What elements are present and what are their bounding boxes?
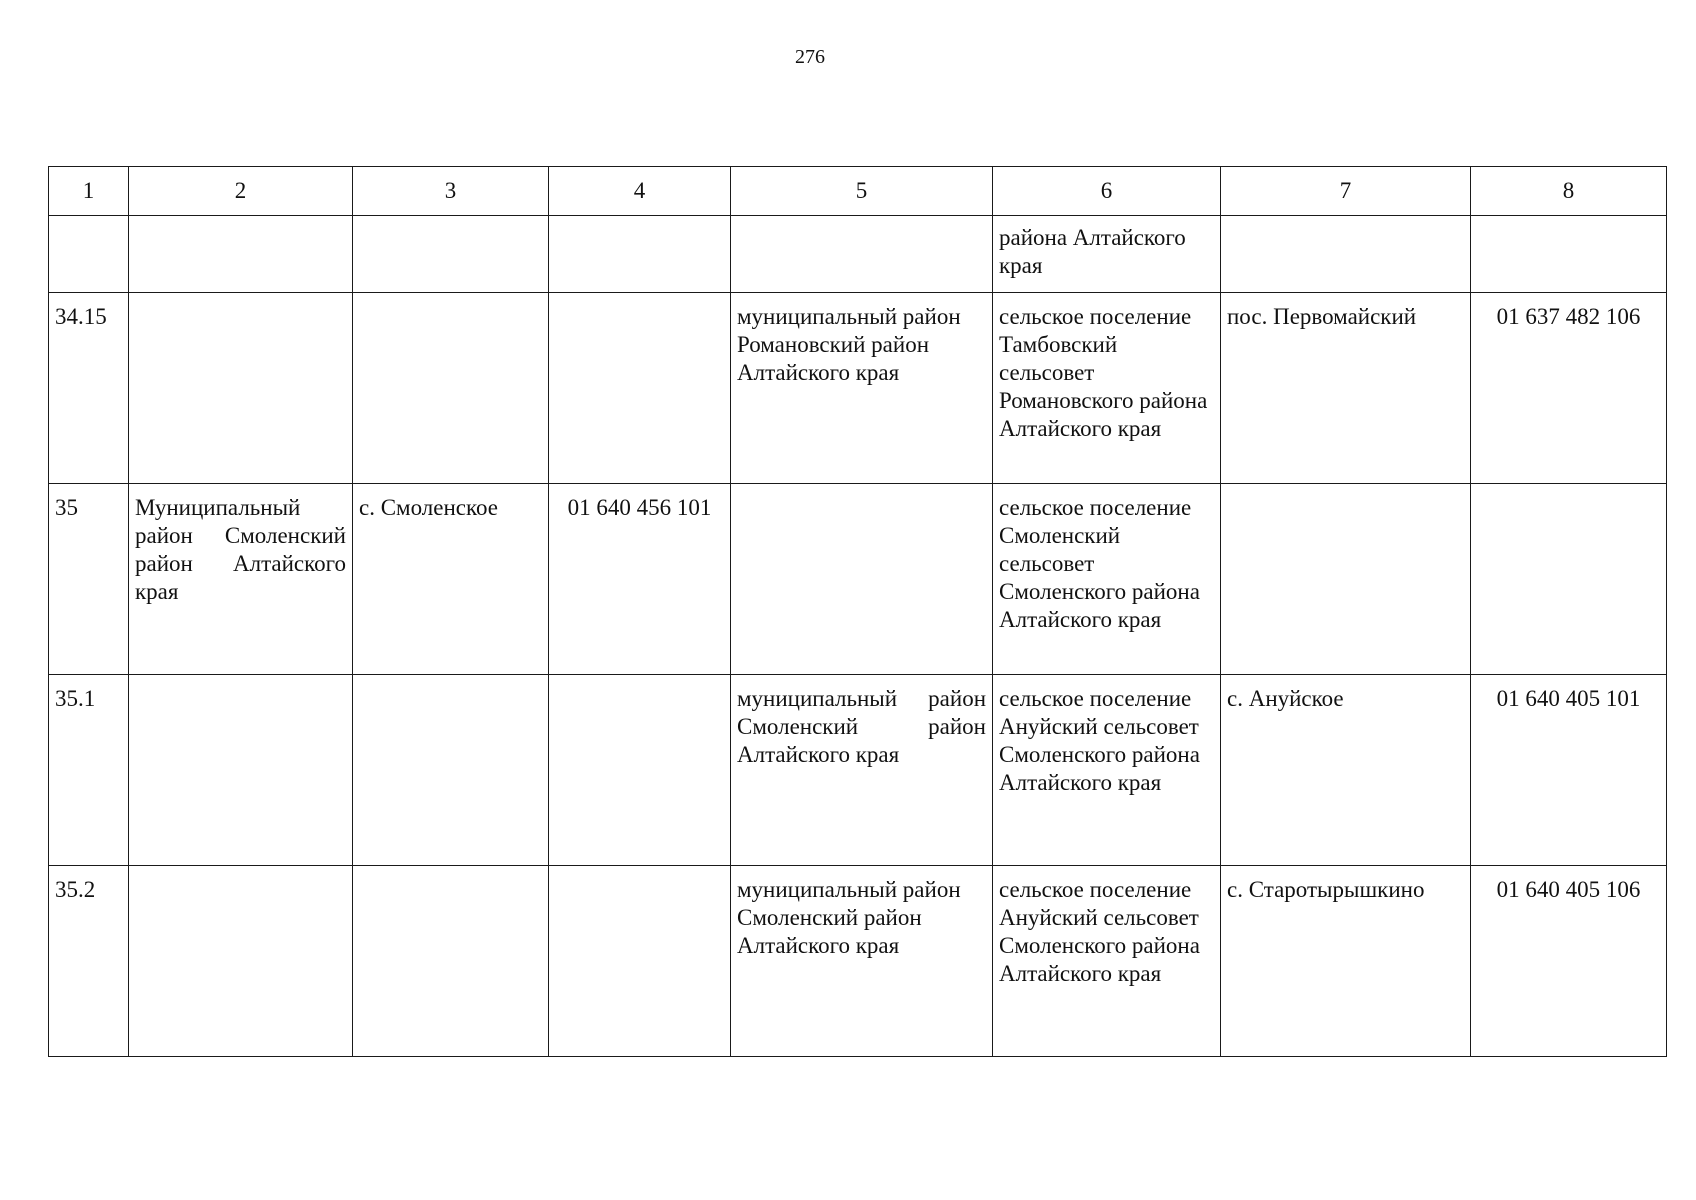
center-oktmo-cell: 01 640 456 101 <box>549 484 731 675</box>
municipal-district-cell <box>129 675 353 866</box>
settlement-cell: района Алтайского края <box>993 216 1221 293</box>
table-header-row <box>49 167 1667 216</box>
admin-center-cell <box>353 293 549 484</box>
column-header-5: 5 <box>731 167 993 216</box>
district-name-cell: муниципальный район Смоленский район Алтайского края <box>731 866 993 1057</box>
table-row <box>49 293 1667 484</box>
settlement-cell: сельское поселение Ануйский сельсовет Смоленского района Алтайского края <box>993 866 1221 1057</box>
center-oktmo-cell <box>549 675 731 866</box>
district-name-cell <box>731 216 993 293</box>
admin-center-cell <box>353 675 549 866</box>
admin-center-cell <box>353 216 549 293</box>
locality-cell <box>1221 484 1471 675</box>
locality-cell: пос. Первомайский <box>1221 293 1471 484</box>
settlement-cell: сельское поселение Смоленский сельсовет Смоленского района Алтайского края <box>993 484 1221 675</box>
district-name-cell: муниципальный район Смоленский район Алтайского края <box>731 675 993 866</box>
locality-cell: с. Ануйское <box>1221 675 1471 866</box>
table-row <box>49 675 1667 866</box>
table-row <box>49 216 1667 293</box>
municipal-district-cell: Муниципальный район Смоленский район Алтайского края <box>129 484 353 675</box>
column-header-8: 8 <box>1471 167 1667 216</box>
municipal-district-cell <box>129 216 353 293</box>
row-number-cell <box>49 216 129 293</box>
oktmo-cell: 01 637 482 106 <box>1471 293 1667 484</box>
row-number-cell: 35 <box>49 484 129 675</box>
center-oktmo-cell <box>549 866 731 1057</box>
district-name-cell <box>731 484 993 675</box>
row-number-cell: 35.2 <box>49 866 129 1057</box>
column-header-2: 2 <box>129 167 353 216</box>
table-row <box>49 866 1667 1057</box>
municipal-district-cell <box>129 866 353 1057</box>
locality-cell <box>1221 216 1471 293</box>
admin-center-cell <box>353 866 549 1057</box>
settlement-cell: сельское поселение Тамбовский сельсовет Романовского района Алтайского края <box>993 293 1221 484</box>
settlements-table <box>48 166 1667 1057</box>
center-oktmo-cell <box>549 293 731 484</box>
oktmo-cell <box>1471 216 1667 293</box>
municipal-district-cell <box>129 293 353 484</box>
table-row <box>49 484 1667 675</box>
admin-center-cell: с. Смоленское <box>353 484 549 675</box>
column-header-3: 3 <box>353 167 549 216</box>
column-header-1: 1 <box>49 167 129 216</box>
column-header-7: 7 <box>1221 167 1471 216</box>
page-number: 276 <box>795 46 825 68</box>
center-oktmo-cell <box>549 216 731 293</box>
row-number-cell: 34.15 <box>49 293 129 484</box>
oktmo-cell: 01 640 405 101 <box>1471 675 1667 866</box>
column-header-4: 4 <box>549 167 731 216</box>
row-number-cell: 35.1 <box>49 675 129 866</box>
column-header-6: 6 <box>993 167 1221 216</box>
district-name-cell: муниципальный район Романовский район Алтайского края <box>731 293 993 484</box>
oktmo-cell: 01 640 405 106 <box>1471 866 1667 1057</box>
locality-cell: с. Старотырышкино <box>1221 866 1471 1057</box>
oktmo-cell <box>1471 484 1667 675</box>
settlement-cell: сельское поселение Ануйский сельсовет Смоленского района Алтайского края <box>993 675 1221 866</box>
